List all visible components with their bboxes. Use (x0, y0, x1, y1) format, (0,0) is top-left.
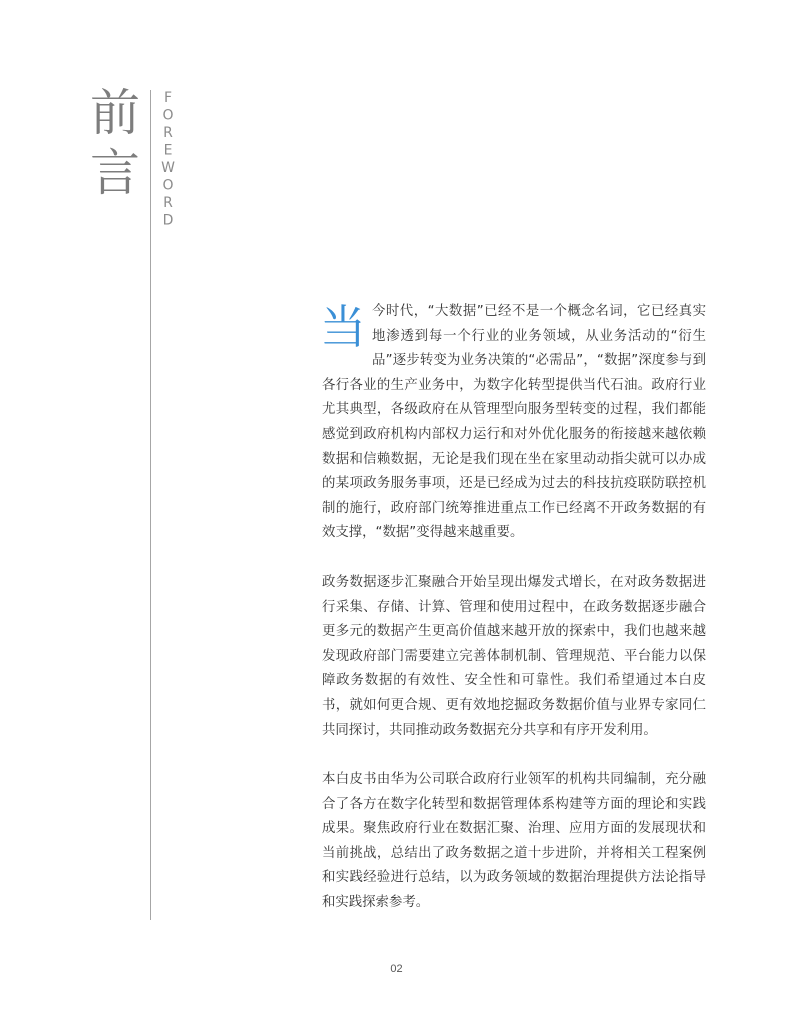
paragraph-1-text: 今时代，“大数据”已经不是一个概念名词，它已经真实地渗透到每一个行业的业务领域，从业务活动的“衍生品”逐步转变为业务决策的“必需品”，“数据”深度参与到各行各业的生产业务中，为数字化转型提供当代石油。政府行业尤其典型，各级政府在从管理型向服务型转变的过程，我们都能感觉到政府机构内部权力运行和对外优化服务的衔接越来越依赖数据和信赖数据，无论是我们现在坐在家里动动指尖就可以办成的某项政务服务事项，还是已经成为过去的科技抗疫联防联控机制的施行，政府部门统筹推进重点工作已经离不开政务数据的有效支撑，“数据”变得越来越重要。 (322, 304, 706, 541)
vertical-divider (150, 90, 151, 920)
page-title: 前言 (82, 86, 140, 206)
paragraph-3: 本白皮书由华为公司联合政府行业领军的机构共同编制，充分融合了各方在数字化转型和数据管理体系构建等方面的理论和实践成果。聚焦政府行业在数据汇聚、治理、应用方面的发展现状和当前挑战，总结出了政务数据之道十步进阶，并将相关工程案例和实践经验进行总结，以为政务领域的数据治理提供方法论指导和实践探索参考。 (322, 772, 706, 911)
page-subtitle-en: FOREWORD (160, 90, 176, 230)
paragraph-2: 政务数据逐步汇聚融合开始呈现出爆发式增长，在对政务数据进行采集、存储、计算、管理和使用过程中，在政务数据逐步融合更多元的数据产生更高价值越来越开放的探索中，我们也越来越发现政府部门需要建立完善体制机制、管理规范、平台能力以保障政务数据的有效性、安全性和可靠性。我们希望通过本白皮书，就如何更合规、更有效地挖掘政务数据价值与业界专家同仁共同探讨，共同推动政务数据充分共享和有序开发利用。 (322, 574, 706, 738)
foreword-body (322, 300, 706, 941)
paragraph-1 (322, 300, 706, 546)
drop-cap: 当 (320, 300, 366, 354)
page-number: 02 (390, 963, 403, 975)
